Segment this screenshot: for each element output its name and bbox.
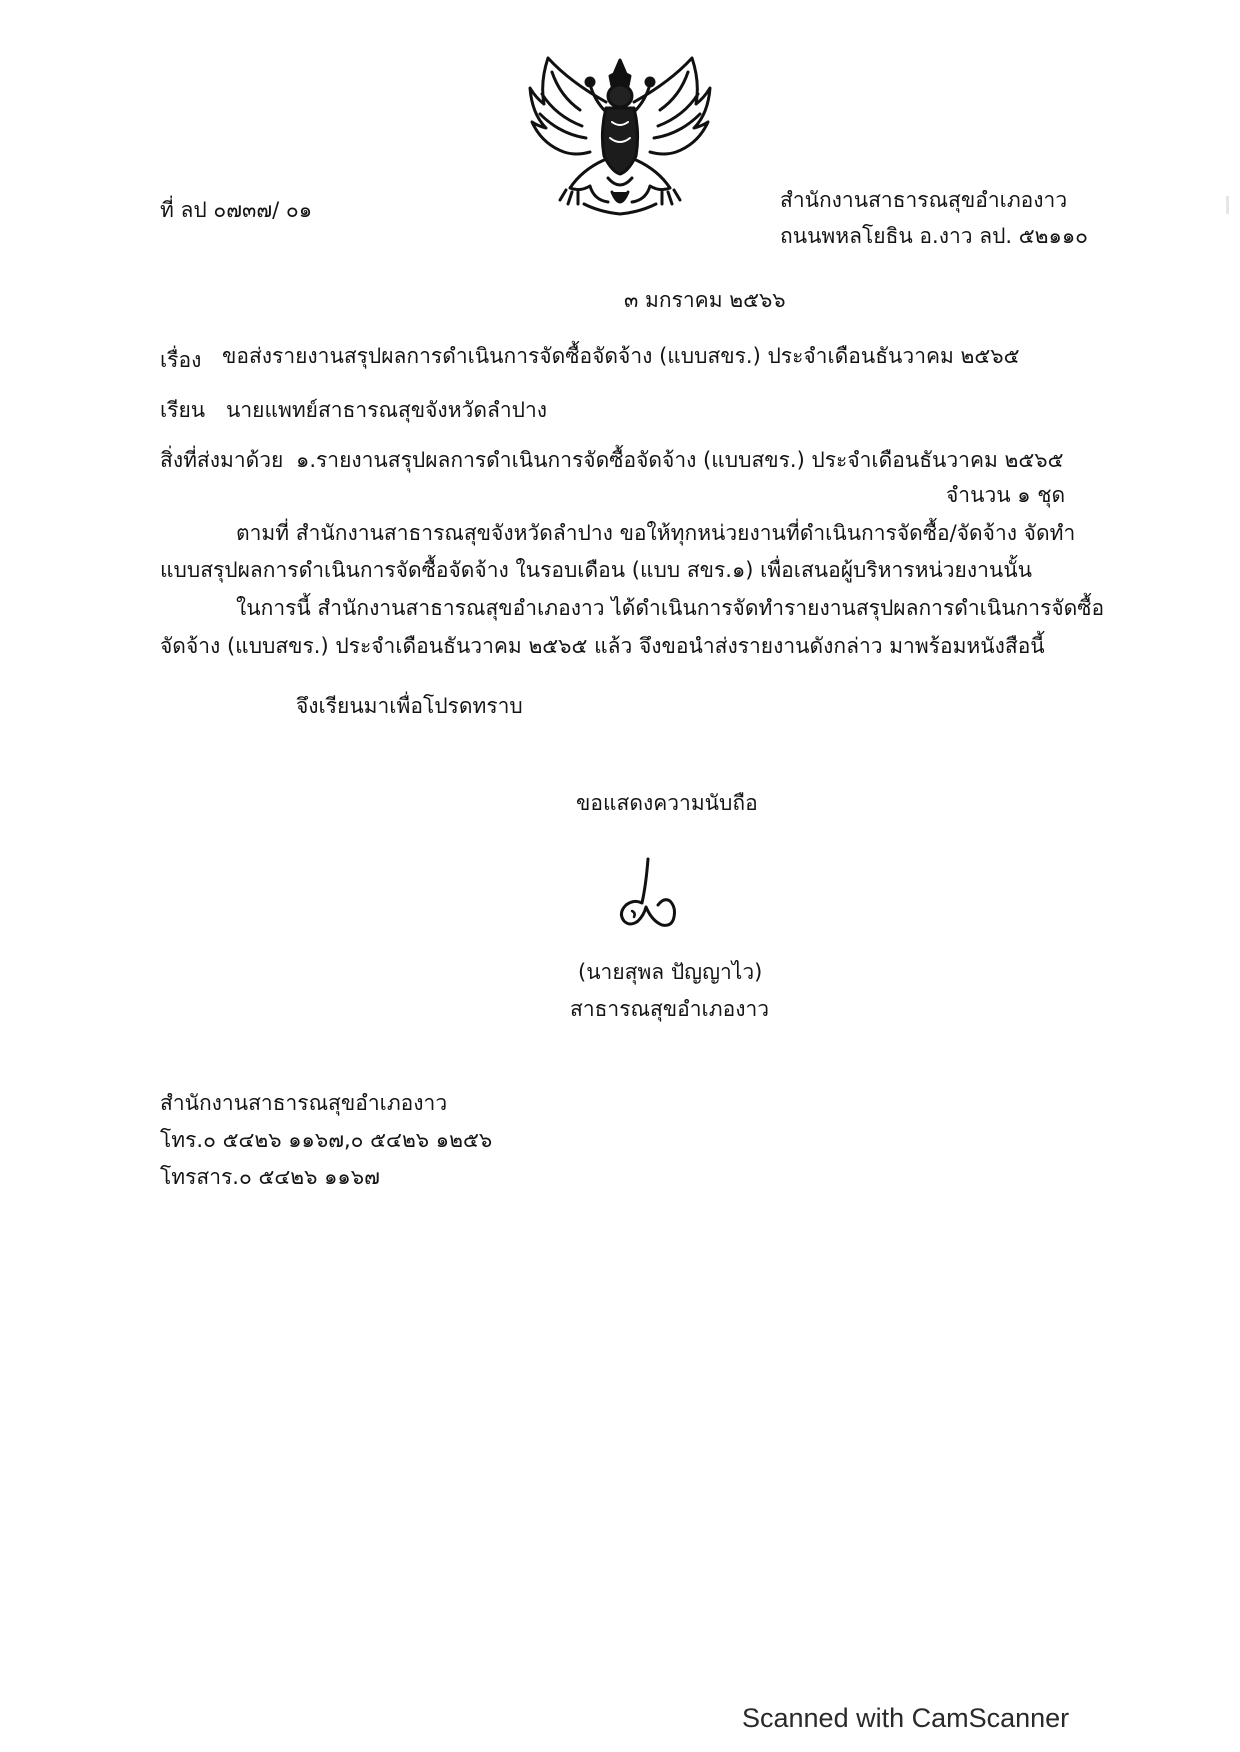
footer-fax: โทรสาร.๐ ๕๔๒๖ ๑๑๖๗: [160, 1165, 380, 1189]
paragraph-2-line-2: จัดจ้าง (แบบสขร.) ประจำเดือนธันวาคม ๒๕๖๕ แล้ว จึงขอนำส่งรายงานดังกล่าว มาพร้อมหนังสือนี้: [160, 634, 1045, 658]
handwritten-signature: [612, 855, 682, 935]
enclosure-item: ๑.รายงานสรุปผลการดำเนินการจัดซื้อจัดจ้าง (แบบสขร.) ประจำเดือนธันวาคม ๒๕๖๕: [296, 448, 1064, 472]
recipient-text: นายแพทย์สาธารณสุขจังหวัดลำปาง: [226, 398, 547, 422]
recipient-label: เรียน: [160, 398, 206, 422]
signatory-position: สาธารณสุขอำเภองาว: [570, 997, 770, 1021]
closing-line: จึงเรียนมาเพื่อโปรดทราบ: [296, 694, 523, 718]
subject-text: ขอส่งรายงานสรุปผลการดำเนินการจัดซื้อจัดจ้าง (แบบสขร.) ประจำเดือนธันวาคม ๒๕๖๕: [222, 344, 1020, 368]
paragraph-1-line-2: แบบสรุปผลการดำเนินการจัดซื้อจัดจ้าง ในรอบเดือน (แบบ สขร.๑) เพื่อเสนอผู้บริหารหน่วยงานนั้น: [160, 558, 1032, 582]
footer-phone: โทร.๐ ๕๔๒๖ ๑๑๖๗,๐ ๕๔๒๖ ๑๒๕๖: [160, 1128, 493, 1152]
footer-office: สำนักงานสาธารณสุขอำเภองาว: [160, 1091, 448, 1115]
office-name: สำนักงานสาธารณสุขอำเภองาว: [780, 188, 1068, 212]
paragraph-1-line-1: ตามที่ สำนักงานสาธารณสุขจังหวัดลำปาง ขอให้ทุกหน่วยงานที่ดำเนินการจัดซื้อ/จัดจ้าง จัดทำ: [236, 521, 1076, 545]
reference-number: ที่ ลป ๐๗๓๗/ ๐๑: [160, 198, 313, 222]
enclosure-quantity: จำนวน ๑ ชุด: [946, 483, 1066, 507]
salutation: ขอแสดงความนับถือ: [576, 791, 758, 815]
scan-edge-mark: [1226, 196, 1229, 214]
office-address: ถนนพหลโยธิน อ.งาว ลป. ๕๒๑๑๐: [780, 224, 1088, 248]
garuda-emblem-icon: [520, 52, 720, 222]
subject-label: เรื่อง: [160, 348, 202, 372]
letter-date: ๓ มกราคม ๒๕๖๖: [624, 288, 786, 312]
signatory-name: (นายสุพล ปัญญาไว): [578, 960, 763, 984]
enclosure-label: สิ่งที่ส่งมาด้วย: [160, 448, 284, 472]
camscanner-watermark: Scanned with CamScanner: [742, 1703, 1070, 1733]
paragraph-2-line-1: ในการนี้ สำนักงานสาธารณสุขอำเภองาว ได้ดำเนินการจัดทำรายงานสรุปผลการดำเนินการจัดซื้อ: [236, 596, 1105, 620]
